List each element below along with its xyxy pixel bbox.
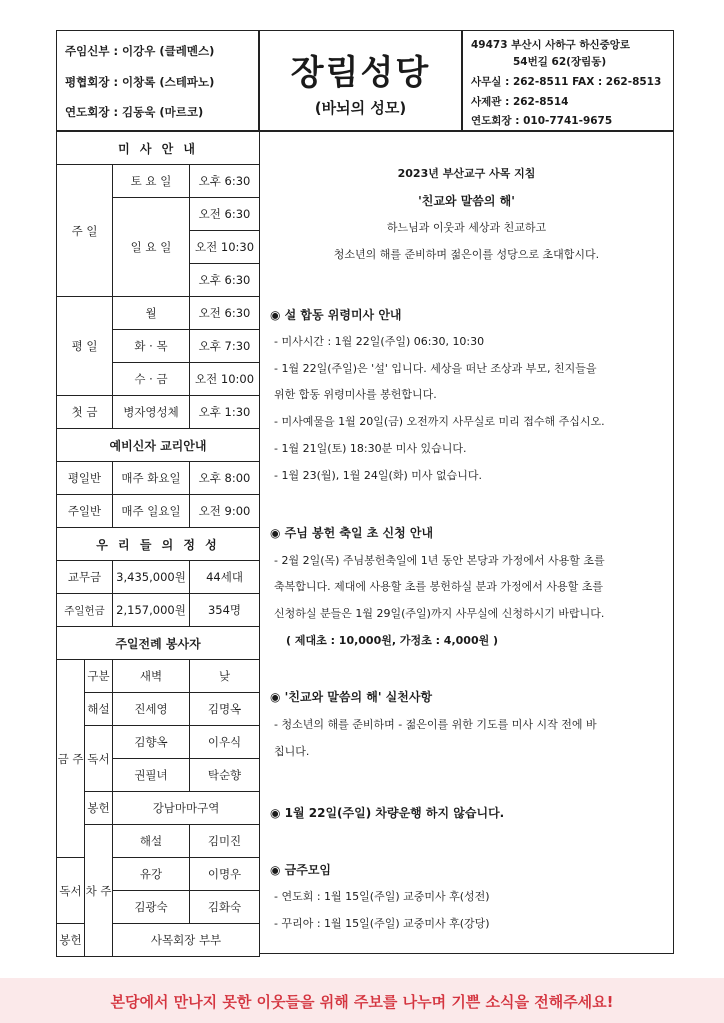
header-officers — [56, 30, 259, 131]
sunday-time-3: 오후 6:30 — [190, 264, 260, 297]
notice-2-title: ◉ 주님 봉헌 축일 초 신청 안내 — [270, 526, 434, 540]
offering-label: 교무금 — [57, 561, 113, 594]
catechumen-label: 평일반 — [57, 462, 113, 495]
notice-2-line: 신청하실 분들은 1월 29일(주일)까지 사무실에 신청하시기 바랍니다. — [274, 607, 605, 620]
server-name: 유강 — [113, 858, 190, 891]
footer-banner — [0, 978, 724, 1023]
pastor-line: 주임신부 : 이강우 (클레멘스) — [65, 44, 215, 58]
servers-header: 낮 — [190, 660, 260, 693]
notice-5-line: - 꾸리아 : 1월 15일(주일) 교중미사 후(강당) — [274, 917, 490, 930]
catechumen-day: 매주 일요일 — [113, 495, 190, 528]
offering-count: 44세대 — [190, 561, 260, 594]
policy-title: 2023년 부산교구 사목 지침 — [397, 167, 536, 180]
weekday-time: 오전 10:00 — [190, 363, 260, 396]
offering-count: 354명 — [190, 594, 260, 627]
notice-3-line: 칩니다. — [274, 745, 310, 758]
server-name: 권필녀 — [113, 759, 190, 792]
saturday-time: 오후 6:30 — [190, 165, 260, 198]
content-panel — [259, 131, 674, 954]
notice-1-line: - 1월 21일(토) 18:30분 미사 있습니다. — [274, 442, 467, 455]
catechumen-day: 매주 화요일 — [113, 462, 190, 495]
notice-1-line: - 1월 23(월), 1월 24일(화) 미사 없습니다. — [274, 469, 482, 482]
policy-line: 청소년의 해를 준비하며 젊은이를 성당으로 초대합시다. — [333, 248, 600, 261]
weekday-day: 수 · 금 — [113, 363, 190, 396]
schedule-table — [56, 131, 260, 957]
next-week-label: 차 주 — [85, 825, 113, 957]
server-name: 사목회장 부부 — [113, 924, 260, 957]
parish-subtitle: (바뇌의 성모) — [314, 99, 407, 117]
role-label: 봉헌 — [85, 792, 113, 825]
notice-1-line: - 1월 22일(주일)은 '설' 입니다. 세상을 떠난 조상과 부모, 친지들을 — [274, 362, 597, 375]
header-contact — [462, 30, 674, 131]
notice-3-title: ◉ '친교와 말씀의 해' 실천사항 — [270, 690, 433, 704]
mass-section-title: 미 사 안 내 — [57, 132, 260, 165]
sunday-time-2: 오전 10:30 — [190, 231, 260, 264]
notice-2-line: 축복합니다. 제대에 사용할 초를 봉헌하실 분과 가정에서 사용할 초를 — [274, 580, 603, 593]
offering-label: 주일헌금 — [57, 594, 113, 627]
notice-3-line: - 청소년의 해를 준비하며 - 젊은이를 위한 기도를 미사 시작 전에 바 — [274, 718, 597, 731]
notice-4-title: ◉ 1월 22일(주일) 차량운행 하지 않습니다. — [270, 806, 505, 820]
notice-1-line: - 미사시간 : 1월 22일(주일) 06:30, 10:30 — [274, 335, 485, 348]
offering-section-title: 우 리 들 의 정 성 — [57, 528, 260, 561]
weekday-day: 월 — [113, 297, 190, 330]
office-phone: 사무실 : 262-8511 FAX : 262-8513 — [471, 76, 662, 88]
notice-5-line: - 연도회 : 1월 15일(주일) 교중미사 후(성전) — [274, 890, 490, 903]
role-label: 봉헌 — [57, 924, 85, 957]
role-label: 독서 — [57, 858, 85, 924]
server-name: 탁순향 — [190, 759, 260, 792]
notice-2-line: - 2월 2일(목) 주님봉헌축일에 1년 동안 본당과 가정에서 사용할 초를 — [274, 554, 605, 567]
offering-amount: 3,435,000원 — [113, 561, 190, 594]
server-name: 김화숙 — [190, 891, 260, 924]
sunday-day-label: 일 요 일 — [113, 198, 190, 297]
address-line-2: 54번길 62(장림동) — [513, 56, 607, 68]
weekday-day: 화 · 목 — [113, 330, 190, 363]
notice-1-title: ◉ 설 합동 위령미사 안내 — [270, 308, 402, 322]
council-president-line: 평협회장 : 이창록 (스테파노) — [65, 75, 215, 89]
first-friday-time: 오후 1:30 — [190, 396, 260, 429]
catechumen-section-title: 예비신자 교리안내 — [57, 429, 260, 462]
catechumen-time: 오전 9:00 — [190, 495, 260, 528]
catechumen-time: 오후 8:00 — [190, 462, 260, 495]
weekday-time: 오후 7:30 — [190, 330, 260, 363]
first-friday-desc: 병자영성체 — [113, 396, 190, 429]
rectory-phone: 사제관 : 262-8514 — [471, 96, 569, 108]
server-name: 강남마마구역 — [113, 792, 260, 825]
first-friday-label: 첫 금 — [57, 396, 113, 429]
policy-theme: '친교와 말씀의 해' — [418, 194, 515, 208]
footer-message: 본당에서 만나지 못한 이웃들을 위해 주보를 나누며 기쁜 소식을 전해주세요! — [110, 993, 614, 1011]
servers-header: 구분 — [85, 660, 113, 693]
servers-section-title: 주일전례 봉사자 — [57, 627, 260, 660]
this-week-label: 금 주 — [57, 660, 85, 858]
server-name: 김미진 — [190, 825, 260, 858]
notice-5-title: ◉ 금주모임 — [270, 863, 332, 877]
contact-phone: 연도회장 : 010-7741-9675 — [471, 115, 613, 127]
role-label: 독서 — [85, 726, 113, 792]
server-name: 진세영 — [113, 693, 190, 726]
saturday-label: 토 요 일 — [113, 165, 190, 198]
notice-1-line: - 미사예물을 1월 20일(금) 오전까지 사무실로 미리 접수해 주십시오. — [274, 415, 605, 428]
policy-line: 하느님과 이웃과 세상과 친교하고 — [386, 221, 547, 234]
catechumen-label: 주일반 — [57, 495, 113, 528]
header-title-box — [259, 30, 462, 131]
parish-title: 장림성당 — [290, 53, 431, 93]
server-name: 김광숙 — [113, 891, 190, 924]
yeondo-president-line: 연도회장 : 김동욱 (마르코) — [65, 105, 204, 119]
server-name: 김명옥 — [190, 693, 260, 726]
server-name: 김향옥 — [113, 726, 190, 759]
weekday-time: 오전 6:30 — [190, 297, 260, 330]
servers-header: 새벽 — [113, 660, 190, 693]
sunday-time-1: 오전 6:30 — [190, 198, 260, 231]
address-line-1: 49473 부산시 사하구 하신중앙로 — [471, 39, 631, 51]
server-name: 이명우 — [190, 858, 260, 891]
notice-1-line: 위한 합동 위령미사를 봉헌합니다. — [274, 388, 437, 401]
weekday-label: 평 일 — [57, 297, 113, 396]
role-label: 해설 — [85, 693, 113, 726]
role-label: 해설 — [113, 825, 190, 858]
offering-amount: 2,157,000원 — [113, 594, 190, 627]
server-name: 이우식 — [190, 726, 260, 759]
sunday-label: 주 일 — [57, 165, 113, 297]
notice-2-price: ( 제대초 : 10,000원, 가정초 : 4,000원 ) — [286, 634, 499, 647]
